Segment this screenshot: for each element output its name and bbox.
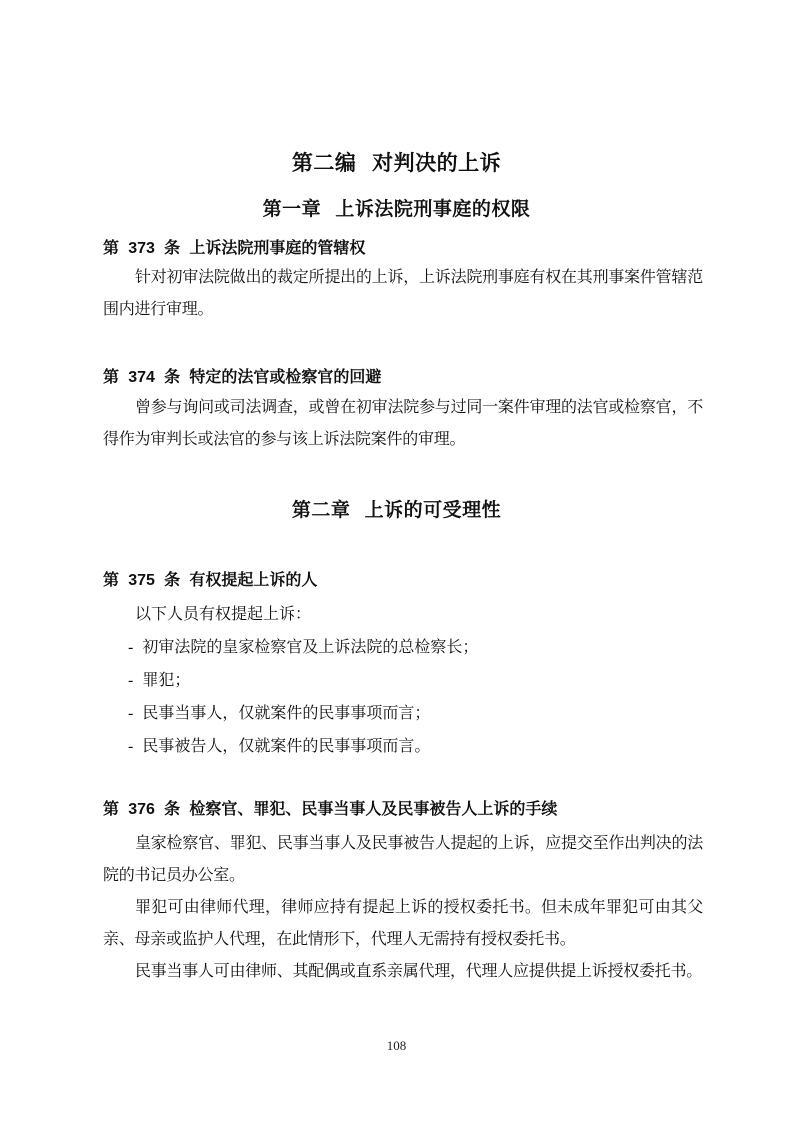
article-376-heading: 第 376 条 检察官、罪犯、民事当事人及民事被告人上诉的手续 [103,801,558,818]
article-paragraph: 曾参与询问或司法调查，或曾在初审法院参与过同一案件审理的法官或检察官，不得作为审判长或法官的参与该上诉法院案件的审理。 [103,399,703,448]
list-item [103,631,703,664]
article-375-body [103,598,703,763]
list-item-text: 初审法院的皇家检察官及上诉法院的总检察长； [142,639,479,656]
list-dash: - [128,639,134,656]
chapter-1-title: 第一章 上诉法院刑事庭的权限 [262,199,531,220]
list-dash: - [128,672,134,689]
article-paragraph: 民事当事人可由律师、其配偶或直系亲属代理，代理人应提供提上诉授权委托书。 [135,963,703,980]
list-item-text: 民事当事人，仅就案件的民事事项而言； [142,705,431,722]
list-item [103,664,703,697]
list-item-text: 民事被告人，仅就案件的民事事项而言。 [142,738,431,755]
part-title: 第二编 对判决的上诉 [291,152,502,175]
page-number: 108 [386,1038,407,1053]
list-dash: - [128,705,134,722]
article-375-heading: 第 375 条 有权提起上诉的人 [103,572,318,589]
list-intro: 以下人员有权提起上诉： [135,606,312,623]
chapter-2-title: 第二章 上诉的可受理性 [291,500,502,521]
article-paragraph: 针对初审法院做出的裁定所提出的上诉，上诉法院刑事庭有权在其刑事案件管辖范围内进行审理。 [103,269,703,318]
list-item [103,730,703,763]
list-item [103,697,703,730]
list-dash: - [128,738,134,755]
article-373-heading: 第 373 条 上诉法院刑事庭的管辖权 [103,240,366,257]
article-373-body [103,262,703,326]
list-item-text: 罪犯； [142,672,191,689]
article-374-heading: 第 374 条 特定的法官或检察官的回避 [103,369,382,386]
article-paragraph: 罪犯可由律师代理，律师应持有提起上诉的授权委托书。但未成年罪犯可由其父亲、母亲或监护人代理，在此情形下，代理人无需持有授权委托书。 [103,899,703,948]
article-paragraph: 皇家检察官、罪犯、民事当事人及民事被告人提起的上诉，应提交至作出判决的法院的书记员办公室。 [103,835,703,884]
article-376-body [103,828,703,988]
article-374-body [103,392,703,456]
